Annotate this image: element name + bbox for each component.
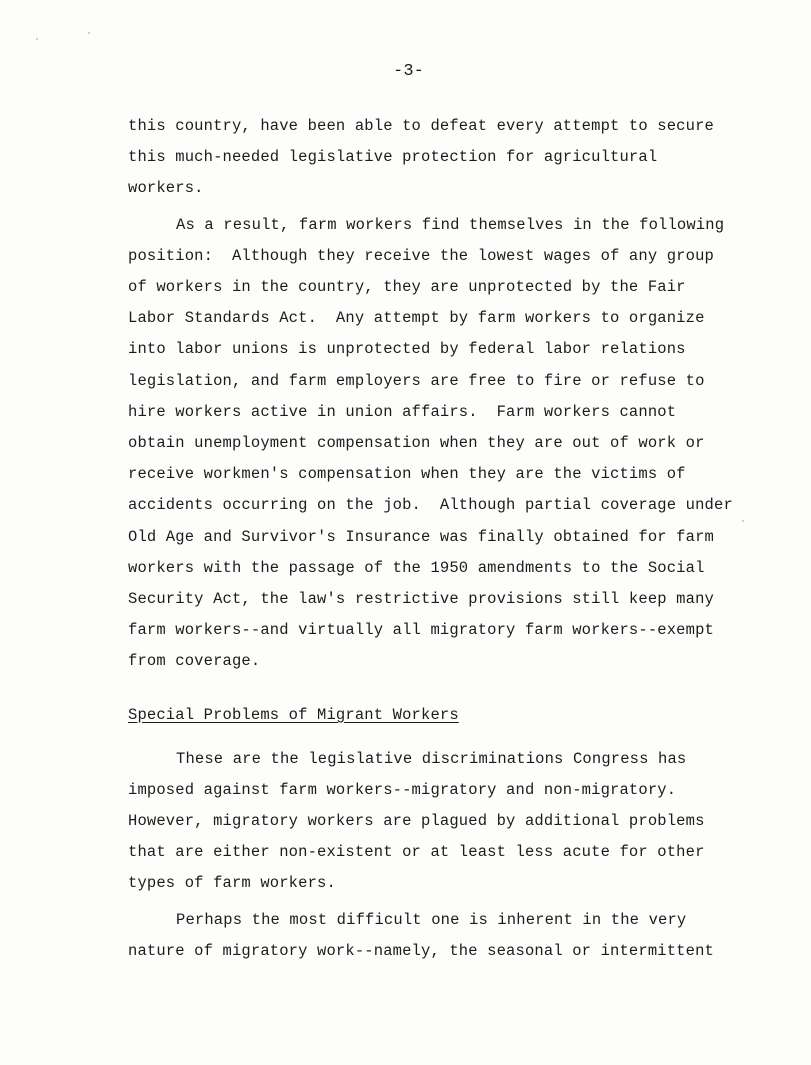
text-line: legislation, and farm employers are free to fire or refuse to <box>128 371 705 390</box>
text-line: However, migratory workers are plagued by additional problems <box>128 812 705 831</box>
text-line: These are the legislative discriminations Congress has <box>176 749 687 768</box>
text-line: As a result, farm workers find themselves in the following <box>176 215 725 234</box>
paragraph-1 <box>128 111 738 205</box>
text-line: farm workers--and virtually all migratory farm workers--exempt <box>128 621 714 640</box>
page-number: -3- <box>392 62 425 81</box>
text-line: this much-needed legislative protection for agricultural <box>128 148 658 167</box>
text-line: workers. <box>128 179 204 198</box>
text-line: Security Act, the law's restrictive provisions still keep many <box>128 590 714 609</box>
text-line: imposed against farm workers--migratory and non-migratory. <box>128 780 677 799</box>
text-line: hire workers active in union affairs. Farm workers cannot <box>128 402 677 421</box>
text-line: position: Although they receive the lowest wages of any group <box>128 246 714 265</box>
text-line: Old Age and Survivor's Insurance was finally obtained for farm <box>128 527 714 546</box>
text-line: Labor Standards Act. Any attempt by farm workers to organize <box>128 309 705 328</box>
paragraph-2 <box>128 210 738 678</box>
text-line: nature of migratory work--namely, the seasonal or intermittent <box>128 941 714 960</box>
text-line: obtain unemployment compensation when they are out of work or <box>128 434 705 453</box>
text-line: receive workmen's compensation when they are the victims of <box>128 465 686 484</box>
text-line: of workers in the country, they are unprotected by the Fair <box>128 278 686 297</box>
scan-speck <box>88 32 90 34</box>
text-line: that are either non-existent or at least less acute for other <box>128 843 705 862</box>
paragraph-4 <box>128 905 738 967</box>
scan-speck <box>36 38 38 40</box>
text-line: this country, have been able to defeat every attempt to secure <box>128 117 714 135</box>
section-heading: Special Problems of Migrant Workers <box>128 705 459 724</box>
text-line: workers with the passage of the 1950 amendments to the Social <box>128 558 705 577</box>
paragraph-3 <box>128 744 738 900</box>
scan-speck <box>742 520 744 522</box>
body-text <box>128 111 738 967</box>
text-line: Perhaps the most difficult one is inherent in the very <box>176 910 687 929</box>
text-line: into labor unions is unprotected by federal labor relations <box>128 340 686 359</box>
text-line: from coverage. <box>128 652 261 671</box>
text-line: types of farm workers. <box>128 874 336 893</box>
text-line: accidents occurring on the job. Although partial coverage under <box>128 496 733 515</box>
section-heading-wrap <box>128 678 738 744</box>
